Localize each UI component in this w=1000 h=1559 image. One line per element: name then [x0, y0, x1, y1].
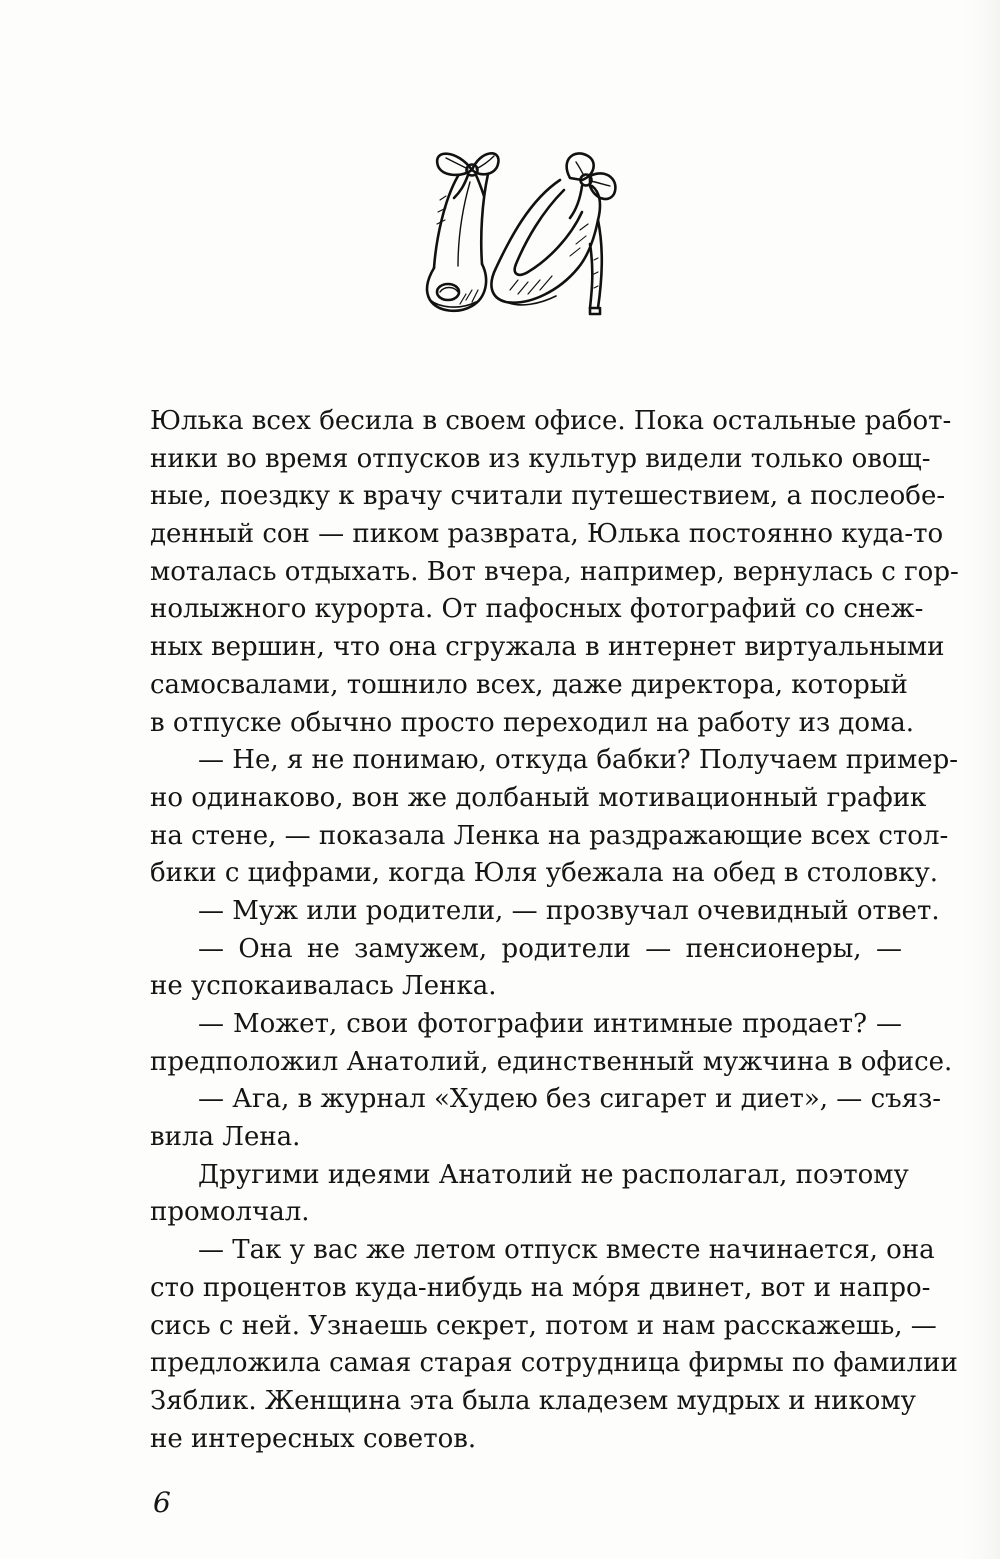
text-line: ники во время отпусков из культур видели только овощ-	[150, 443, 931, 474]
text-line: но одинаково, вон же долбаный мотивационный график	[150, 782, 927, 813]
text-line: предложила самая старая сотрудница фирмы по фамилии	[150, 1348, 958, 1379]
text-line: моталась отдыхать. Вот вчера, например, вернулась с гор-	[150, 556, 959, 587]
text-line: на стене, — показала Ленка на раздражающие всех стол-	[150, 820, 949, 851]
text-line: предположил Анатолий, единственный мужчина в офисе.	[150, 1046, 953, 1077]
text-line: ные, поездку к врачу считали путешествием, а послеобе-	[150, 481, 946, 512]
text-line: — Муж или родители, — прозвучал очевидный ответ.	[198, 895, 940, 926]
text-line: сто процентов куда-нибудь на мо́ря двинет, вот и напро-	[150, 1272, 931, 1303]
text-line: — Так у вас же летом отпуск вместе начинается, она	[198, 1235, 935, 1266]
text-line: вила Лена.	[150, 1122, 301, 1153]
text-line: — Может, свои фотографии интимные продает? —	[198, 1009, 902, 1039]
text-line: промолчал.	[150, 1197, 310, 1228]
high-heel-shoes-illustration	[410, 140, 635, 340]
text-line: — Ага, в журнал «Худею без сигарет и диет», — съяз-	[198, 1084, 942, 1115]
right-shoe-icon	[491, 153, 615, 314]
text-line: — Она не замужем, родители — пенсионеры, —	[198, 933, 902, 964]
text-line: не интересных советов.	[150, 1423, 477, 1454]
left-shoe-icon	[427, 153, 498, 310]
text-line: нолыжного курорта. От пафосных фотографий со снеж-	[150, 594, 924, 625]
text-line: Юлька всех бесила в своем офисе. Пока остальные работ-	[150, 406, 952, 436]
text-line: не успокаивалась Ленка.	[150, 971, 497, 1002]
body-text	[150, 403, 959, 1458]
page-edge-shadow	[962, 0, 1000, 1559]
text-line: в отпуске обычно просто переходил на работу из дома.	[150, 707, 915, 738]
text-line: денный сон — пиком разврата, Юлька постоянно куда-то	[150, 519, 944, 550]
text-line: Другими идеями Анатолий не располагал, поэтому	[198, 1159, 909, 1190]
text-line: Зяблик. Женщина эта была кладезем мудрых и никому	[150, 1385, 916, 1416]
text-line: бики с цифрами, когда Юля убежала на обед в столовку.	[150, 858, 939, 889]
text-line: — Не, я не понимаю, откуда бабки? Получаем пример-	[198, 745, 959, 776]
text-line: самосвалами, тошнило всех, даже директора, который	[150, 669, 908, 700]
text-line: сись с ней. Узнаешь секрет, потом и нам расскажешь, —	[150, 1310, 937, 1341]
text-line: ных вершин, что она сгружала в интернет виртуальными	[150, 632, 945, 663]
page-number: 6	[153, 1486, 171, 1519]
